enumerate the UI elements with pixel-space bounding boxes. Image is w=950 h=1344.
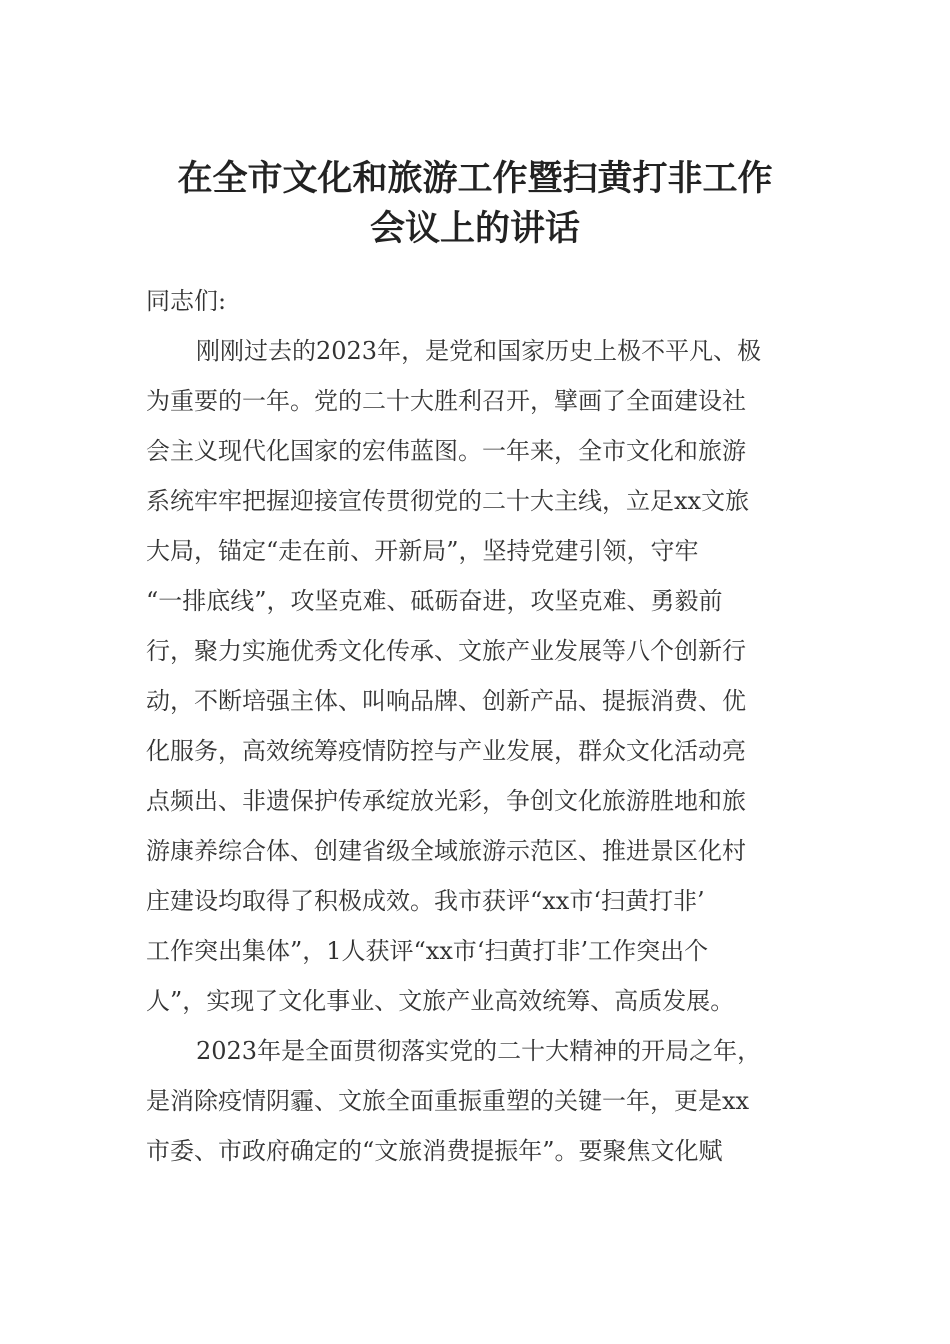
page-bottom-margin (0, 1290, 950, 1344)
paragraph-1-line: 化服务，高效统筹疫情防控与产业发展，群众文化活动亮 (146, 737, 746, 765)
paragraph-1-line: 人”，实现了文化事业、文旅产业高效统筹、高质发展。 (146, 987, 735, 1015)
paragraph-1-line: 系统牢牢把握迎接宣传贯彻党的二十大主线，立足xx文旅 (146, 487, 750, 515)
paragraph-1-line: 游康养综合体、创建省级全域旅游示范区、推进景区化村 (146, 837, 746, 865)
paragraph-2-line: 2023年是全面贯彻落实党的二十大精神的开局之年， (196, 1037, 762, 1065)
paragraph-1-line: 点频出、非遗保护传承绽放光彩，争创文化旅游胜地和旅 (146, 787, 746, 815)
paragraph-1-line: 庄建设均取得了积极成效。我市获评“xx市‘扫黄打非’ (146, 887, 705, 915)
document-title-line-1: 在全市文化和旅游工作暨扫黄打非工作 (177, 159, 773, 199)
paragraph-1-line: “一排底线”，攻坚克难、砥砺奋进，攻坚克难、勇毅前 (146, 587, 723, 615)
paragraph-1-line: 大局，锚定“走在前、开新局”，坚持党建引领，守牢 (146, 537, 699, 565)
paragraph-1-line: 刚刚过去的2023年，是党和国家历史上极不平凡、极 (196, 337, 762, 365)
document-title-line-2: 会议上的讲话 (369, 209, 580, 249)
paragraph-2-line: 是消除疫情阴霾、文旅全面重振重塑的关键一年，更是xx (146, 1087, 750, 1115)
paragraph-1-line: 工作突出集体”，1人获评“xx市‘扫黄打非’工作突出个 (146, 937, 709, 965)
paragraph-1-line: 行，聚力实施优秀文化传承、文旅产业发展等八个创新行 (146, 637, 746, 665)
salutation: 同志们: (146, 287, 227, 315)
paragraph-1-line: 会主义现代化国家的宏伟蓝图。一年来，全市文化和旅游 (146, 437, 746, 465)
paragraph-1-line: 动，不断培强主体、叫响品牌、创新产品、提振消费、优 (146, 687, 746, 715)
paragraph-2-line: 市委、市政府确定的“文旅消费提振年”。要聚焦文化赋 (146, 1137, 723, 1165)
paragraph-1-line: 为重要的一年。党的二十大胜利召开，擘画了全面建设社 (146, 387, 746, 415)
